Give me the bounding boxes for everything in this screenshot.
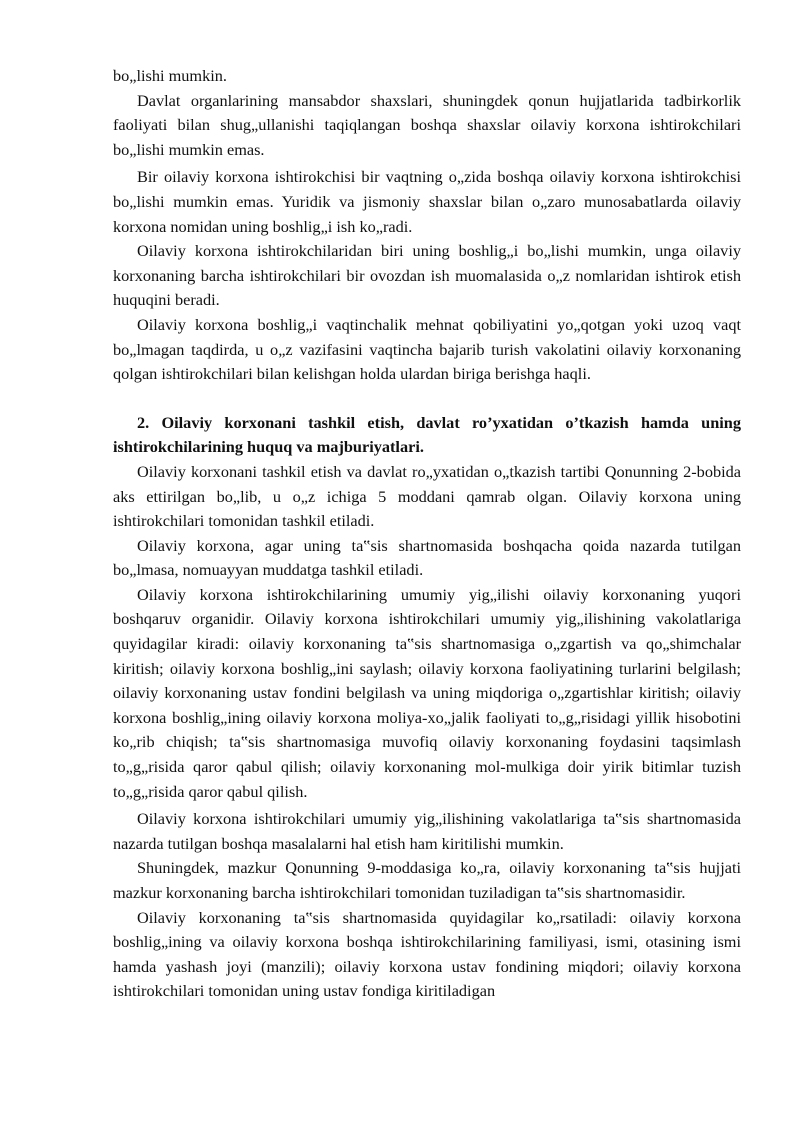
section-heading: 2. Oilaviy korxonani tashkil etish, davlat ro’yxatidan o’tkazish hamda uning ishtirokchilarining huquq va majburiyatlari. [113, 412, 741, 457]
paragraph-term: Oilaviy korxona, agar uning ta‟sis shartnomasida boshqacha qoida nazarda tutilgan bo„lmasa, nomuayyan muddatga tashkil etiladi. [113, 535, 741, 580]
paragraph-founding-document: Shuningdek, mazkur Qonunning 9-moddasiga ko„ra, oilaviy korxonaning ta‟sis hujjati mazkur korxonaning barcha ishtirokchilari tomonidan tuziladigan ta‟sis shartnomasidir. [113, 858, 741, 902]
paragraph-continuation: bo„lishi mumkin. [113, 66, 227, 85]
document-page [113, 64, 741, 1004]
paragraph-single-membership: Bir oilaviy korxona ishtirokchisi bir vaqtning o„zida boshqa oilaviy korxona ishtirokchisi bo„lishi mumkin emas. Yuridik va jismoniy shaxslar bilan o„zaro munosabatlarda oilaviy korxona nomidan uning boshlig„i ish ko„radi. [113, 167, 741, 236]
paragraph-officials-restriction: Davlat organlarining mansabdor shaxslari, shuningdek qonun hujjatlarida tadbirkorlik faoliyati bilan shug„ullanishi taqiqlangan boshqa shaxslar oilaviy korxona ishtirokchilari bo„lishi mumkin emas. [113, 90, 741, 159]
paragraph-registration: Oilaviy korxonani tashkil etish va davlat ro„yxatidan o„tkazish tartibi Qonunning 2-bobida aks ettirilgan bo„lib, u o„z ichiga 5 moddani qamrab olgan. Oilaviy korxona uning ishtirokchilari tomonidan tashkil etiladi. [113, 461, 741, 531]
paragraph-head-substitution: Oilaviy korxona boshlig„i vaqtinchalik mehnat qobiliyatini yo„qotgan yoki uzoq vaqt bo„lmagan taqdirda, u o„z vazifasini vaqtincha bajarib turish vakolatini oilaviy korxonaning qolgan ishtirokchilari bilan kelishgan holda ulardan biriga berishga haqli. [113, 314, 741, 384]
paragraph-founding-contents: Oilaviy korxonaning ta‟sis shartnomasida quyidagilar ko„rsatiladi: oilaviy korxona boshlig„ining va oilaviy korxona boshqa ishtirokchilarining familiyasi, ismi, otasining ismi hamda yashash joyi (manzili); oilaviy korxona ustav fondining miqdori; oilaviy korxona ishtirokchilari tomonidan uning ustav fondiga kiritiladigan [113, 907, 741, 1001]
paragraph-head-election: Oilaviy korxona ishtirokchilaridan biri uning boshlig„i bo„lishi mumkin, unga oilaviy korxonaning barcha ishtirokchilari bir ovozdan ish muomalasida o„z nomlaridan ishtirok etish huquqini beradi. [113, 241, 741, 310]
paragraph-general-meeting: Oilaviy korxona ishtirokchilarining umumiy yig„ilishi oilaviy korxonaning yuqori boshqaruv organidir. Oilaviy korxona ishtirokchilari umumiy yig„ilishining vakolatlariga quyidagilar kiradi: oilaviy korxonaning ta‟sis shartnomasiga o„zgartish va qo„shimchalar kiritish; oilaviy korxona boshlig„ini saylash; oilaviy korxona faoliyatining turlarini belgilash; oilaviy korxonaning ustav fondini belgilash va uning miqdoriga o„zgartishlar kiritish; oilaviy korxona boshlig„ining oilaviy korxona moliya-xo„jalik faoliyati to„g„risidagi yillik hisobotini ko„rib chiqish; ta‟sis shartnomasiga muvofiq oilaviy korxonaning foydasini taqsimlash to„g„risida qaror qabul qilish; oilaviy korxonaning mol-mulkiga doir yirik bitimlar tuzish to„g„risida qaror qabul qilish. [113, 584, 741, 801]
paragraph-other-powers: Oilaviy korxona ishtirokchilari umumiy yig„ilishining vakolatlariga ta‟sis shartnomasida nazarda tutilgan boshqa masalalarni hal etish ham kiritilishi mumkin. [113, 809, 741, 853]
